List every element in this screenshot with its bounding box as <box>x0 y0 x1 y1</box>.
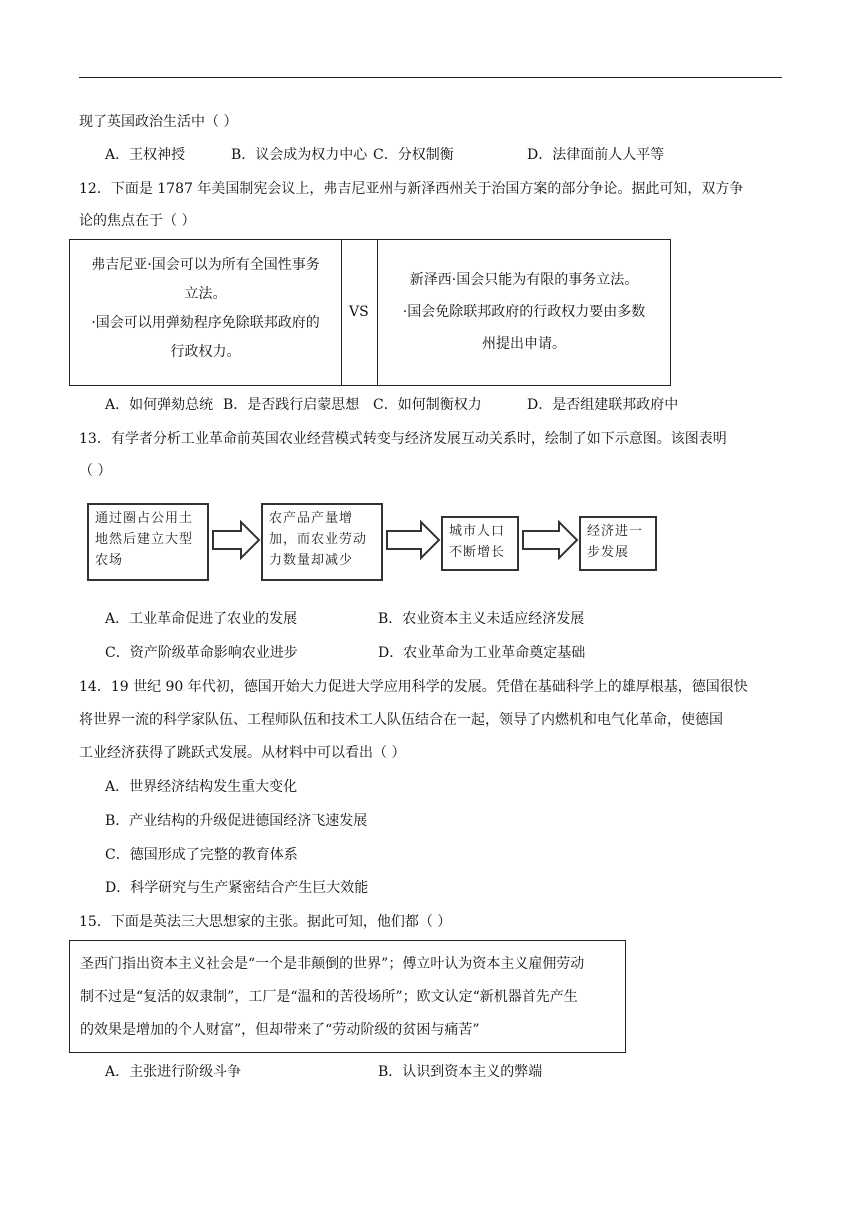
q14-stem-line2: 将世界一流的科学家队伍、工程师队伍和技术工人队伍结合在一起，领导了内燃机和电气化革命，使德国 <box>79 712 723 728</box>
q12-comparison-table <box>69 239 671 386</box>
q14-option-a[interactable]: A．世界经济结构发生重大变化 <box>105 779 298 795</box>
q14-option-b[interactable]: B．产业结构的升级促进德国经济飞速发展 <box>105 813 368 829</box>
q14-stem-line1: 14．19 世纪 90 年代初，德国开始大力促进大学应用科学的发展。凭借在基础科学上的雄厚根基，德国很快 <box>79 679 748 695</box>
q14-option-d[interactable]: D．科学研究与生产紧密结合产生巨大效能 <box>105 880 369 896</box>
q11-option-c[interactable]: C．分权制衡 <box>373 147 454 163</box>
flow-step-2: 农产品产量增加，而农业劳动力数量却减少 <box>261 503 383 581</box>
q12-vs-label: VS <box>349 304 369 320</box>
q13-stem-line2: （ ） <box>79 463 112 479</box>
virginia-line1: 弗吉尼亚·国会可以为所有全国性事务 <box>91 257 320 273</box>
flow-step-3: 城市人口不断增长 <box>441 516 519 571</box>
q12-newjersey-cell <box>377 264 671 360</box>
virginia-line2: 立法。 <box>184 286 227 302</box>
flow-arrow-3 <box>521 520 579 560</box>
flow-arrow-2 <box>385 520 441 560</box>
newjersey-line2: ·国会免除联邦政府的行政权力要由多数 <box>402 304 646 320</box>
q11-stem-tail: 现了英国政治生活中（ ） <box>79 114 238 130</box>
q11-option-b[interactable]: B．议会成为权力中心 <box>231 147 368 163</box>
q13-option-c[interactable]: C．资产阶级革命影响农业进步 <box>105 645 298 661</box>
q14-stem-line3: 工业经济获得了跳跃式发展。从材料中可以看出（ ） <box>79 745 406 761</box>
q13-option-b[interactable]: B．农业资本主义未适应经济发展 <box>378 611 585 627</box>
newjersey-line1: 新泽西·国会只能为有限的事务立法。 <box>409 272 639 288</box>
q15-stem: 15．下面是英法三大思想家的主张。据此可知，他们都（ ） <box>79 914 452 930</box>
flow-arrow-1 <box>211 520 261 560</box>
q15-quote-box <box>69 940 626 1053</box>
q14-option-c[interactable]: C．德国形成了完整的教育体系 <box>105 847 298 863</box>
q12-option-a[interactable]: A．如何弹劾总统 <box>105 397 214 413</box>
flow-step-1: 通过圈占公用土地然后建立大型农场 <box>87 503 209 581</box>
q12-virginia-cell <box>70 250 341 366</box>
q13-stem-line1: 13．有学者分析工业革命前英国农业经营模式转变与经济发展互动关系时，绘制了如下示意图。该图表明 <box>79 431 727 447</box>
q15-option-b[interactable]: B．认识到资本主义的弊端 <box>378 1064 543 1080</box>
table-divider-left <box>341 240 342 385</box>
q12-option-b[interactable]: B．是否践行启蒙思想 <box>223 397 360 413</box>
virginia-line3: ·国会可以用弹劾程序免除联邦政府的 <box>91 315 320 331</box>
q15-option-a[interactable]: A．主张进行阶级斗争 <box>105 1064 242 1080</box>
q11-option-d[interactable]: D．法律面前人人平等 <box>527 147 665 163</box>
q12-stem-line1: 12．下面是 1787 年美国制宪会议上，弗吉尼亚州与新泽西州关于治国方案的部分争论。据此可知，双方争 <box>79 181 744 197</box>
q12-option-d[interactable]: D．是否组建联邦政府中 <box>527 397 679 413</box>
q13-option-a[interactable]: A．工业革命促进了农业的发展 <box>105 611 298 627</box>
q11-option-a[interactable]: A．王权神授 <box>105 147 186 163</box>
q12-stem-line2: 论的焦点在于（ ） <box>79 213 196 229</box>
q15-quote-line1: 圣西门指出资本主义社会是“一个是非颠倒的世界”；傅立叶认为资本主义雇佣劳动 <box>80 956 585 972</box>
flow-step-4: 经济进一步发展 <box>579 516 657 571</box>
virginia-line4: 行政权力。 <box>170 344 241 360</box>
header-rule <box>79 77 782 78</box>
q15-quote-line3: 的效果是增加的个人财富”，但却带来了“劳动阶级的贫困与痛苦” <box>80 1022 480 1038</box>
newjersey-line3: 州提出申请。 <box>482 336 566 352</box>
q12-option-c[interactable]: C．如何制衡权力 <box>373 397 482 413</box>
q15-quote-line2: 制不过是“复活的奴隶制”，工厂是“温和的苦役场所”；欧文认定“新机器首先产生 <box>80 989 578 1005</box>
q13-option-d[interactable]: D．农业革命为工业革命奠定基础 <box>378 645 586 661</box>
